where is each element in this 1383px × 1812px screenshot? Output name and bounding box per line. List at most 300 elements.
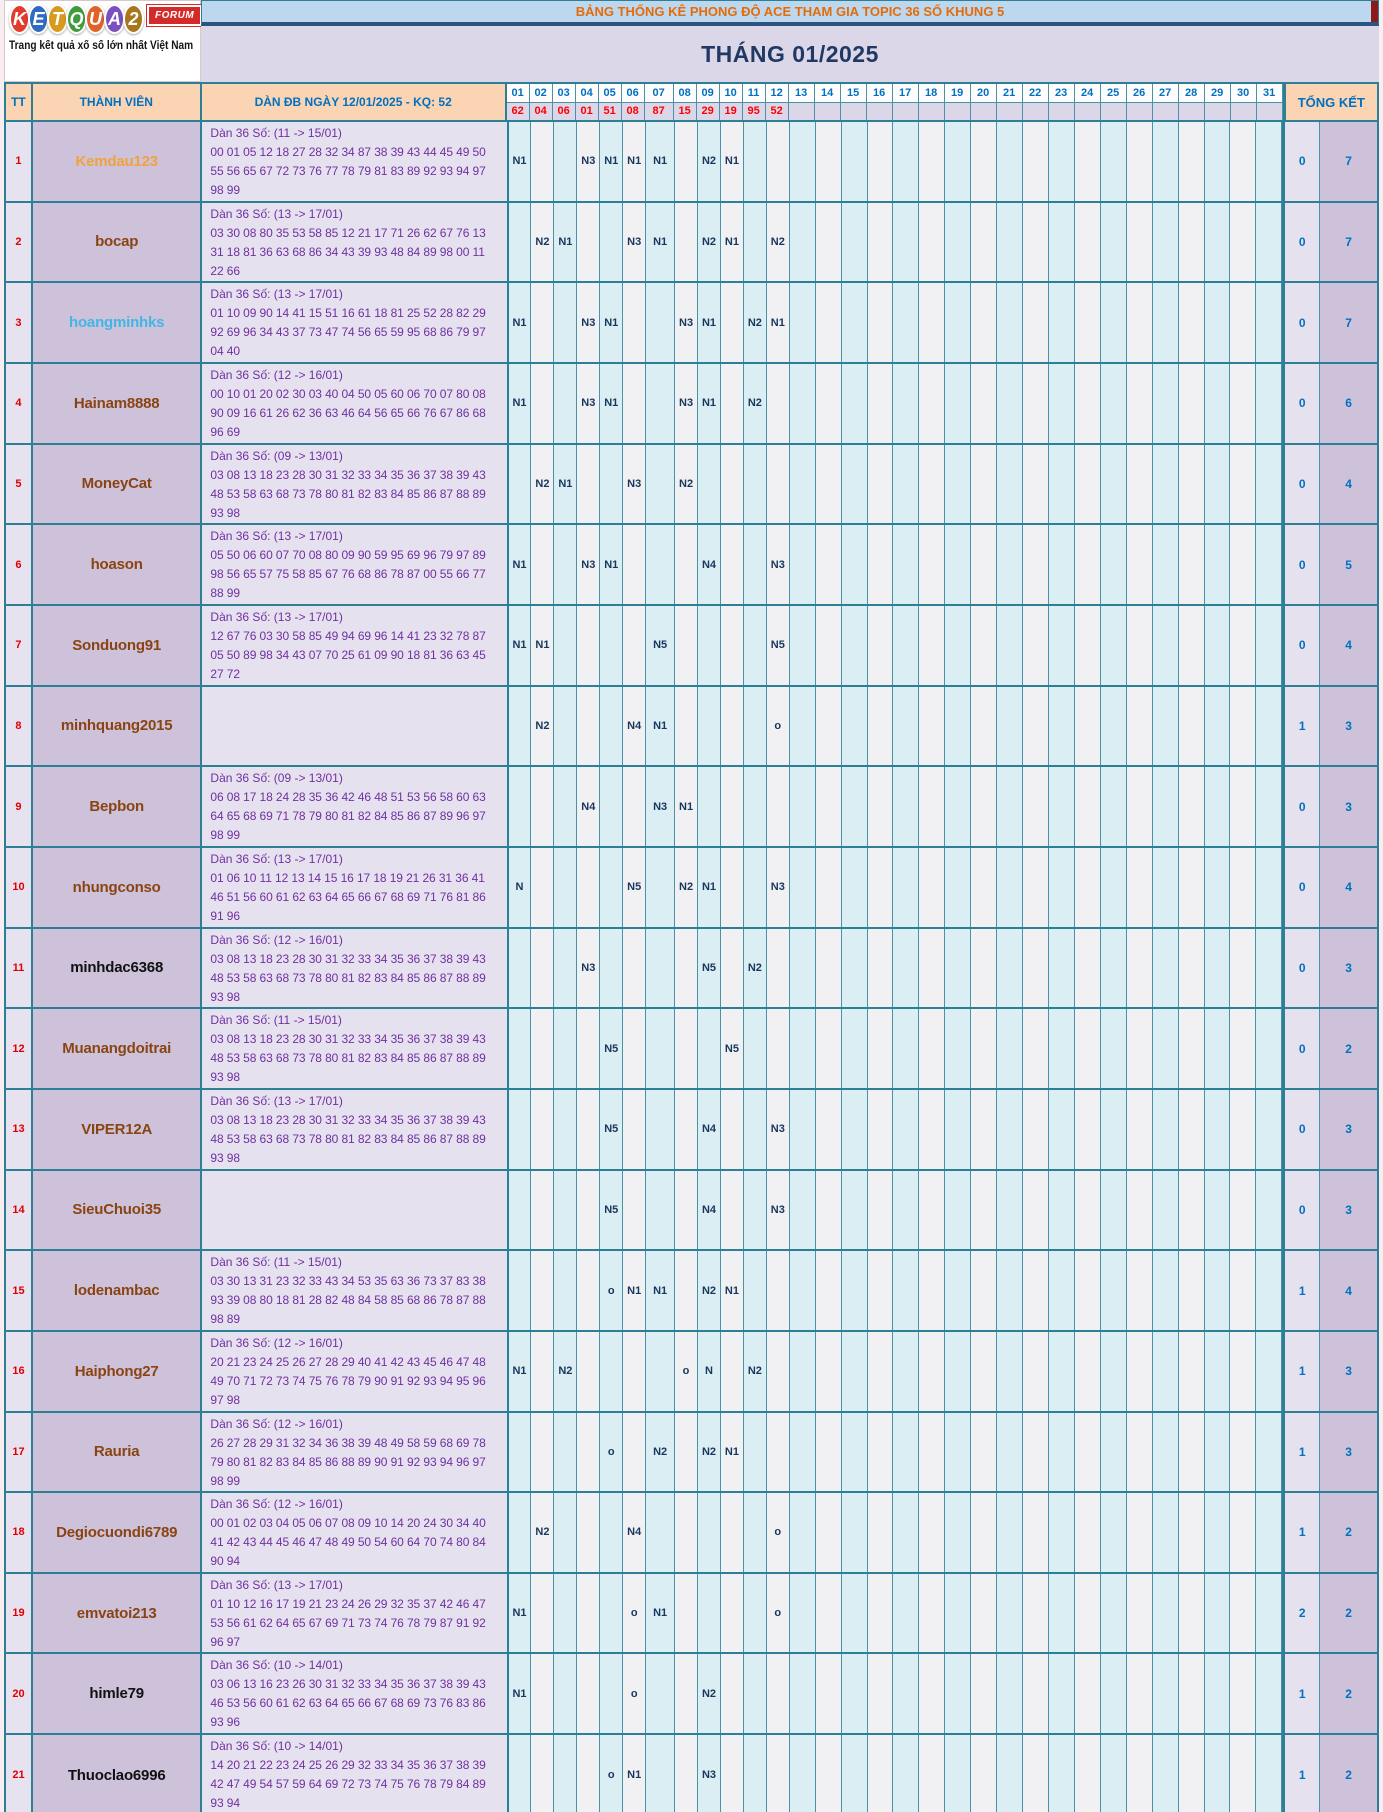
- day-cell-09: N4: [698, 525, 721, 604]
- day-cell-04: [577, 1171, 600, 1250]
- day-cell-12: o: [767, 1574, 790, 1653]
- day-cell-19: [945, 1332, 971, 1411]
- day-cell-12: N2: [767, 203, 790, 282]
- day-cell-05: o: [600, 1735, 623, 1812]
- day-cell-11: [744, 606, 767, 685]
- day-cell-12: [767, 929, 790, 1008]
- day-cell-05: N1: [600, 122, 623, 201]
- day-cell-27: [1153, 1574, 1179, 1653]
- day-cell-15: [842, 1251, 868, 1330]
- day-cell-30: [1230, 1171, 1256, 1250]
- total-hit-cell: 4: [1320, 848, 1377, 927]
- dan-cell: [202, 687, 508, 766]
- day-cell-02: [531, 1654, 554, 1733]
- day-cell-01: N1: [509, 1332, 532, 1411]
- day-cell-10: N1: [721, 1413, 744, 1492]
- day-cell-29: [1205, 1251, 1231, 1330]
- day-cell-19: [945, 203, 971, 282]
- dan-cell: [202, 1654, 508, 1733]
- day-cell-26: [1127, 606, 1153, 685]
- day-cell-04: N3: [577, 122, 600, 201]
- day-cell-23: [1049, 1332, 1075, 1411]
- tt-cell: 12: [6, 1009, 33, 1088]
- total-miss-cell: 0: [1282, 606, 1320, 685]
- day-cell-27: [1153, 1493, 1179, 1572]
- total-hit-cell: 7: [1320, 283, 1377, 362]
- member-row: [6, 1171, 1377, 1252]
- day-cell-17: [893, 1493, 919, 1572]
- day-header-12: 12: [766, 84, 789, 102]
- day-cell-13: [790, 1251, 816, 1330]
- day-cell-20: [971, 1332, 997, 1411]
- day-cell-17: [893, 1413, 919, 1492]
- day-cell-21: [997, 929, 1023, 1008]
- day-cell-21: [997, 1413, 1023, 1492]
- day-cell-14: [816, 1090, 842, 1169]
- day-cell-18: [919, 364, 945, 443]
- day-cell-14: [816, 767, 842, 846]
- day-cell-10: [721, 687, 744, 766]
- member-row: [6, 1332, 1377, 1413]
- total-hit-cell: 4: [1320, 445, 1377, 524]
- day-cell-28: [1179, 1574, 1205, 1653]
- total-miss-cell: 0: [1282, 1171, 1320, 1250]
- day-cell-09: N1: [698, 848, 721, 927]
- day-numbers-row: [507, 84, 1283, 103]
- day-cell-24: [1075, 1654, 1101, 1733]
- member-name: hoangminhks: [33, 283, 202, 362]
- dan-title: Dàn 36 Số: (13 -> 17/01): [210, 609, 343, 624]
- total-miss-cell: 1: [1282, 1413, 1320, 1492]
- logo-letter: U: [85, 4, 106, 34]
- kq-cell-30: [1231, 103, 1257, 121]
- day-cell-01: N1: [509, 364, 532, 443]
- dan-numbers: 03 08 13 18 23 28 30 31 32 33 34 35 36 37 38 39 43 48 53 58 63 68 73 78 80 81 82 83 84 85 86 87 88 89 93 98: [210, 1112, 486, 1165]
- day-cell-15: [842, 1413, 868, 1492]
- day-cell-24: [1075, 445, 1101, 524]
- dan-cell: [202, 122, 508, 201]
- day-cell-24: [1075, 1090, 1101, 1169]
- day-cell-07: [646, 1171, 675, 1250]
- day-cell-07: N3: [646, 767, 675, 846]
- member-name: Bepbon: [33, 767, 202, 846]
- day-cell-16: [868, 1171, 894, 1250]
- day-cell-14: [816, 1413, 842, 1492]
- day-cell-03: [554, 525, 577, 604]
- day-cell-04: N3: [577, 929, 600, 1008]
- day-cell-24: [1075, 848, 1101, 927]
- day-cell-22: [1023, 606, 1049, 685]
- dan-numbers: 12 67 76 03 30 58 85 49 94 69 96 14 41 23 32 78 87 05 50 89 98 34 43 07 70 25 61 09 90 18 81 36 63 45 27 72: [210, 628, 486, 681]
- day-cell-21: [997, 364, 1023, 443]
- day-cell-08: [675, 1735, 698, 1812]
- tt-cell: 10: [6, 848, 33, 927]
- day-cell-11: [744, 1251, 767, 1330]
- day-cell-12: [767, 122, 790, 201]
- day-cell-15: [842, 364, 868, 443]
- member-name: nhungconso: [33, 848, 202, 927]
- day-cell-12: N1: [767, 283, 790, 362]
- day-cell-26: [1127, 203, 1153, 282]
- total-hit-cell: 4: [1320, 1251, 1377, 1330]
- total-hit-cell: 5: [1320, 525, 1377, 604]
- day-cell-12: [767, 767, 790, 846]
- day-cell-13: [790, 1735, 816, 1812]
- day-cell-31: [1256, 606, 1282, 685]
- day-header-15: 15: [841, 84, 867, 102]
- total-miss-cell: 0: [1282, 525, 1320, 604]
- day-cell-29: [1205, 687, 1231, 766]
- day-cell-31: [1256, 687, 1282, 766]
- day-cell-03: [554, 122, 577, 201]
- day-cell-28: [1179, 1413, 1205, 1492]
- day-cell-17: [893, 1735, 919, 1812]
- day-cell-20: [971, 606, 997, 685]
- day-cell-14: [816, 525, 842, 604]
- day-cell-17: [893, 1251, 919, 1330]
- day-cell-16: [868, 364, 894, 443]
- day-cell-22: [1023, 687, 1049, 766]
- day-cell-25: [1101, 1654, 1127, 1733]
- day-cell-16: [868, 1332, 894, 1411]
- day-cell-25: [1101, 364, 1127, 443]
- kq-cell-12: 52: [766, 103, 789, 121]
- day-cell-31: [1256, 1090, 1282, 1169]
- day-cell-15: [842, 1090, 868, 1169]
- day-cell-13: [790, 525, 816, 604]
- day-cell-29: [1205, 283, 1231, 362]
- tt-cell: 7: [6, 606, 33, 685]
- day-cell-29: [1205, 1009, 1231, 1088]
- day-cell-30: [1230, 929, 1256, 1008]
- day-cell-24: [1075, 929, 1101, 1008]
- day-cell-09: [698, 767, 721, 846]
- day-cell-19: [945, 1009, 971, 1088]
- day-cell-30: [1230, 767, 1256, 846]
- dan-title: Dàn 36 Số: (09 -> 13/01): [210, 448, 343, 463]
- kq-cell-02: 04: [530, 103, 553, 121]
- ketqua2-logo: [4, 0, 201, 82]
- dan-title: Dàn 36 Số: (12 -> 16/01): [210, 367, 343, 382]
- member-row: [6, 1090, 1377, 1171]
- day-cell-05: N5: [600, 1009, 623, 1088]
- day-cell-31: [1256, 1574, 1282, 1653]
- day-cell-03: [554, 1493, 577, 1572]
- day-cell-30: [1230, 606, 1256, 685]
- day-cell-20: [971, 364, 997, 443]
- day-cell-18: [919, 1654, 945, 1733]
- day-cell-28: [1179, 364, 1205, 443]
- day-cell-11: [744, 122, 767, 201]
- day-cell-21: [997, 606, 1023, 685]
- col-header-total: TỔNG KẾT: [1283, 84, 1377, 120]
- day-cell-27: [1153, 1251, 1179, 1330]
- dan-cell: [202, 1009, 508, 1088]
- day-cell-23: [1049, 1009, 1075, 1088]
- day-cell-19: [945, 445, 971, 524]
- day-cell-16: [868, 1574, 894, 1653]
- day-cell-24: [1075, 283, 1101, 362]
- day-cell-25: [1101, 1413, 1127, 1492]
- day-cell-19: [945, 1090, 971, 1169]
- day-cell-26: [1127, 687, 1153, 766]
- day-cell-18: [919, 848, 945, 927]
- total-miss-cell: 0: [1282, 1090, 1320, 1169]
- logo-letter: E: [28, 4, 49, 34]
- day-cell-21: [997, 283, 1023, 362]
- day-cell-06: N1: [623, 1735, 646, 1812]
- day-header-19: 19: [945, 84, 971, 102]
- day-cell-03: [554, 848, 577, 927]
- day-cell-31: [1256, 1654, 1282, 1733]
- day-cell-17: [893, 1654, 919, 1733]
- day-cell-14: [816, 1009, 842, 1088]
- day-cell-09: N4: [698, 1090, 721, 1169]
- day-cell-10: [721, 445, 744, 524]
- day-cell-18: [919, 1413, 945, 1492]
- logo-tagline: Trang kết quả xổ số lớn nhất Việt Nam: [9, 40, 194, 52]
- day-cell-06: o: [623, 1574, 646, 1653]
- dan-numbers: 03 06 13 16 23 26 30 31 32 33 34 35 36 37 38 39 43 46 53 56 60 61 62 63 64 65 66 67 68 69 73 76 83 86 93 96: [210, 1677, 486, 1730]
- day-cell-17: [893, 1009, 919, 1088]
- day-cell-21: [997, 1493, 1023, 1572]
- dan-title: Dàn 36 Số: (12 -> 16/01): [210, 932, 343, 947]
- day-cell-03: [554, 1413, 577, 1492]
- day-cell-21: [997, 1654, 1023, 1733]
- total-miss-cell: 0: [1282, 929, 1320, 1008]
- day-cell-24: [1075, 606, 1101, 685]
- kq-cell-15: [841, 103, 867, 121]
- day-cell-06: [623, 929, 646, 1008]
- day-cell-20: [971, 1009, 997, 1088]
- kq-cell-10: 19: [720, 103, 743, 121]
- dan-cell: [202, 1332, 508, 1411]
- day-cell-07: [646, 525, 675, 604]
- day-cell-19: [945, 283, 971, 362]
- day-cell-17: [893, 283, 919, 362]
- day-cell-28: [1179, 1735, 1205, 1812]
- report-title-bar: [201, 0, 1379, 26]
- day-cell-02: [531, 364, 554, 443]
- day-cell-08: [675, 929, 698, 1008]
- day-header-17: 17: [893, 84, 919, 102]
- day-cell-15: [842, 1654, 868, 1733]
- day-cell-08: [675, 1574, 698, 1653]
- day-cell-03: [554, 1251, 577, 1330]
- day-cell-29: [1205, 1171, 1231, 1250]
- day-cell-25: [1101, 1493, 1127, 1572]
- day-cell-17: [893, 203, 919, 282]
- day-cell-20: [971, 1090, 997, 1169]
- day-cell-09: [698, 1493, 721, 1572]
- day-cell-03: N1: [554, 203, 577, 282]
- day-cell-27: [1153, 283, 1179, 362]
- total-miss-cell: 0: [1282, 1009, 1320, 1088]
- day-cell-25: [1101, 929, 1127, 1008]
- day-cell-30: [1230, 848, 1256, 927]
- day-cell-29: [1205, 445, 1231, 524]
- member-name: Rauria: [33, 1413, 202, 1492]
- dan-numbers: 06 08 17 18 24 28 35 36 42 46 48 51 53 56 58 60 63 64 65 68 69 71 78 79 80 81 82 84 85 86 87 89 96 97 98 99: [210, 790, 486, 843]
- day-cell-16: [868, 525, 894, 604]
- day-cell-21: [997, 848, 1023, 927]
- day-cell-15: [842, 1735, 868, 1812]
- kq-cell-24: [1075, 103, 1101, 121]
- member-name: minhquang2015: [33, 687, 202, 766]
- day-cell-19: [945, 1251, 971, 1330]
- day-cell-04: N3: [577, 525, 600, 604]
- day-cell-07: [646, 364, 675, 443]
- day-cell-12: [767, 1251, 790, 1330]
- day-header-21: 21: [997, 84, 1023, 102]
- day-cell-03: [554, 767, 577, 846]
- day-cell-14: [816, 848, 842, 927]
- tt-cell: 1: [6, 122, 33, 201]
- day-cell-01: N1: [509, 122, 532, 201]
- day-cell-03: N2: [554, 1332, 577, 1411]
- day-cell-07: N5: [646, 606, 675, 685]
- day-cell-11: [744, 1493, 767, 1572]
- day-cell-17: [893, 929, 919, 1008]
- member-name: himle79: [33, 1654, 202, 1733]
- day-cell-24: [1075, 1735, 1101, 1812]
- day-cell-16: [868, 1493, 894, 1572]
- day-cell-22: [1023, 1735, 1049, 1812]
- day-cell-26: [1127, 1332, 1153, 1411]
- day-cell-18: [919, 1332, 945, 1411]
- day-cell-06: N4: [623, 1493, 646, 1572]
- day-cell-25: [1101, 1332, 1127, 1411]
- day-cell-14: [816, 1735, 842, 1812]
- day-cell-16: [868, 203, 894, 282]
- day-cell-17: [893, 767, 919, 846]
- day-cell-23: [1049, 525, 1075, 604]
- day-cell-31: [1256, 283, 1282, 362]
- day-cell-04: N4: [577, 767, 600, 846]
- day-cell-26: [1127, 445, 1153, 524]
- day-cell-05: o: [600, 1251, 623, 1330]
- forum-badge: FORUM: [147, 5, 202, 26]
- member-row: [6, 122, 1377, 203]
- dan-numbers: 26 27 28 29 31 32 34 36 38 39 48 49 58 59 68 69 78 79 80 81 82 83 84 85 86 88 89 90 91 92 93 94 96 97 98 99: [210, 1435, 486, 1488]
- day-cell-11: [744, 1009, 767, 1088]
- day-cell-30: [1230, 1574, 1256, 1653]
- day-cell-19: [945, 687, 971, 766]
- day-cell-23: [1049, 1574, 1075, 1653]
- day-cell-31: [1256, 1332, 1282, 1411]
- day-cell-05: N1: [600, 525, 623, 604]
- day-cell-24: [1075, 1332, 1101, 1411]
- day-cell-30: [1230, 203, 1256, 282]
- day-cell-27: [1153, 1332, 1179, 1411]
- kq-values-row: [507, 103, 1283, 121]
- day-cell-08: [675, 687, 698, 766]
- day-cell-13: [790, 1493, 816, 1572]
- day-cell-19: [945, 1413, 971, 1492]
- day-cell-10: N1: [721, 122, 744, 201]
- day-cell-29: [1205, 525, 1231, 604]
- day-cell-23: [1049, 767, 1075, 846]
- day-cell-27: [1153, 929, 1179, 1008]
- day-cell-23: [1049, 1413, 1075, 1492]
- member-row: [6, 1009, 1377, 1090]
- day-cell-28: [1179, 1009, 1205, 1088]
- day-cell-09: N1: [698, 364, 721, 443]
- day-cell-17: [893, 364, 919, 443]
- day-cell-02: [531, 1574, 554, 1653]
- day-cell-25: [1101, 445, 1127, 524]
- day-cell-26: [1127, 122, 1153, 201]
- day-cell-01: [509, 1009, 532, 1088]
- day-cell-18: [919, 1574, 945, 1653]
- day-cell-24: [1075, 203, 1101, 282]
- kq-cell-11: 95: [743, 103, 766, 121]
- day-cell-15: [842, 848, 868, 927]
- day-cell-07: [646, 848, 675, 927]
- day-cell-23: [1049, 1493, 1075, 1572]
- day-cell-20: [971, 445, 997, 524]
- day-cell-19: [945, 929, 971, 1008]
- day-cell-10: [721, 1654, 744, 1733]
- day-cell-08: [675, 606, 698, 685]
- total-hit-cell: 7: [1320, 203, 1377, 282]
- member-name: SieuChuoi35: [33, 1171, 202, 1250]
- day-cell-02: N1: [531, 606, 554, 685]
- day-header-23: 23: [1049, 84, 1075, 102]
- day-cell-03: [554, 1654, 577, 1733]
- day-cell-29: [1205, 1413, 1231, 1492]
- day-cell-29: [1205, 929, 1231, 1008]
- dan-cell: [202, 203, 508, 282]
- day-cell-24: [1075, 687, 1101, 766]
- day-header-30: 30: [1231, 84, 1257, 102]
- day-cell-16: [868, 122, 894, 201]
- dan-title: Dàn 36 Số: (10 -> 14/01): [210, 1658, 343, 1673]
- kq-cell-06: 08: [622, 103, 645, 121]
- kq-cell-22: [1023, 103, 1049, 121]
- day-cell-02: [531, 525, 554, 604]
- total-hit-cell: 2: [1320, 1735, 1377, 1812]
- dan-title: Dàn 36 Số: (13 -> 17/01): [210, 1577, 343, 1592]
- day-header-24: 24: [1075, 84, 1101, 102]
- day-cell-04: [577, 1413, 600, 1492]
- day-cell-20: [971, 283, 997, 362]
- day-cell-17: [893, 848, 919, 927]
- day-cell-06: [623, 1332, 646, 1411]
- day-cell-13: [790, 1574, 816, 1653]
- day-cell-16: [868, 1735, 894, 1812]
- day-cell-13: [790, 1332, 816, 1411]
- day-cell-22: [1023, 929, 1049, 1008]
- day-cell-30: [1230, 1090, 1256, 1169]
- day-cell-10: [721, 1735, 744, 1812]
- day-cell-10: [721, 1171, 744, 1250]
- total-miss-cell: 1: [1282, 1251, 1320, 1330]
- tt-cell: 8: [6, 687, 33, 766]
- day-cell-01: [509, 1735, 532, 1812]
- day-cell-18: [919, 1735, 945, 1812]
- dan-cell: [202, 1493, 508, 1572]
- day-cell-12: N5: [767, 606, 790, 685]
- day-cell-01: [509, 1171, 532, 1250]
- day-cell-23: [1049, 364, 1075, 443]
- day-cell-16: [868, 1654, 894, 1733]
- day-cell-04: [577, 203, 600, 282]
- day-cell-27: [1153, 687, 1179, 766]
- dan-numbers: 01 10 12 16 17 19 21 23 24 26 29 32 35 37 42 46 47 53 56 61 62 64 65 67 69 71 73 74 76 78 79 87 91 92 96 97: [210, 1596, 486, 1649]
- day-cell-05: N5: [600, 1171, 623, 1250]
- day-cell-25: [1101, 203, 1127, 282]
